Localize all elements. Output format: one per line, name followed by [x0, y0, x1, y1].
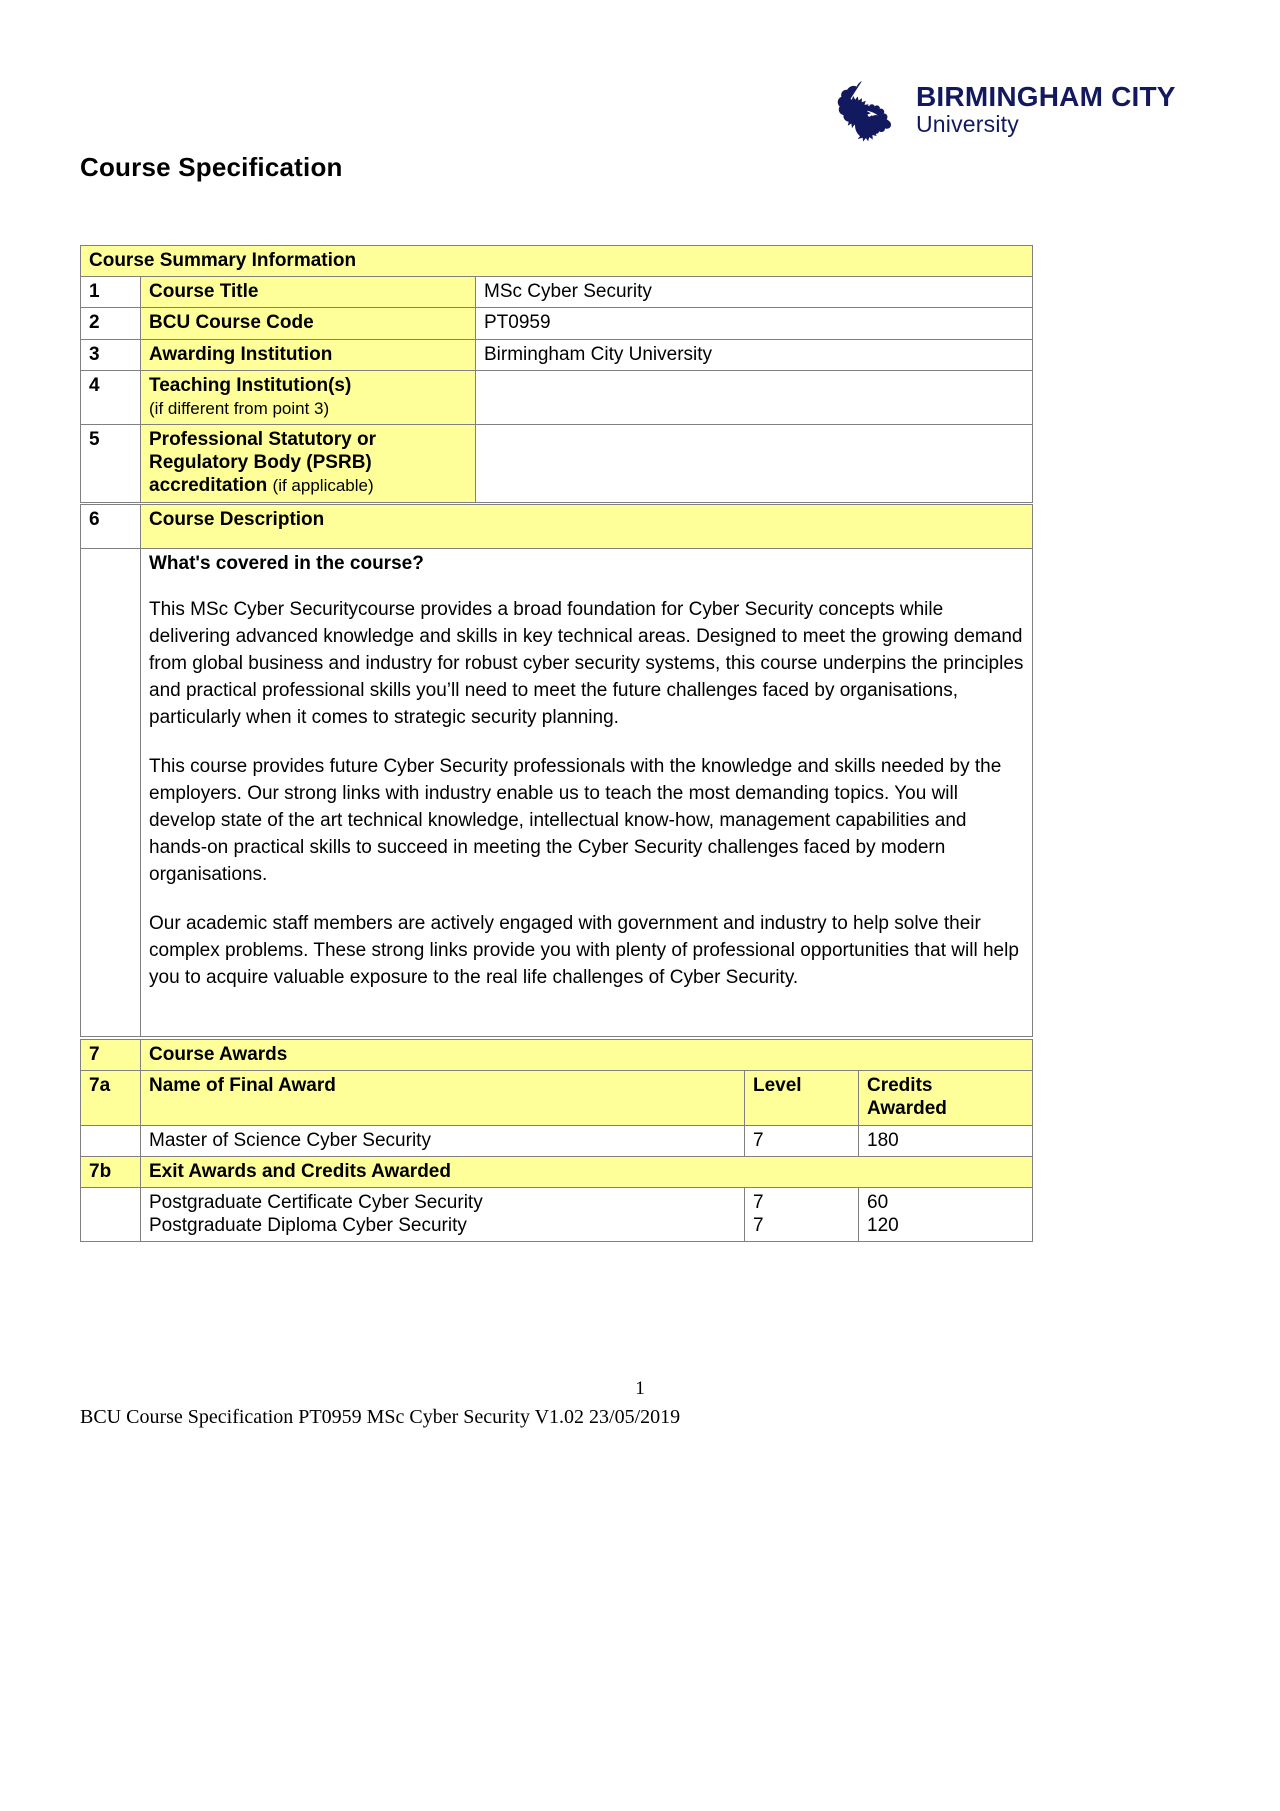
course-summary-table [80, 245, 1033, 503]
award-level: 7 [745, 1125, 859, 1156]
award-name: Postgraduate Diploma Cyber Security [149, 1215, 467, 1237]
award-credits: 120 [867, 1215, 899, 1237]
exit-award-credits [859, 1187, 1033, 1241]
award-level: 7 [753, 1215, 764, 1237]
table-row [81, 1156, 1033, 1187]
bcu-logo [832, 72, 1184, 147]
exit-awards-label: Exit Awards and Credits Awarded [141, 1156, 1033, 1187]
awards-table-header: Course Awards [141, 1040, 1033, 1071]
table-row [81, 549, 1033, 1037]
row-label: BCU Course Code [141, 308, 476, 339]
description-body [141, 549, 1033, 1037]
row-label-note: (if different from point 3) [149, 398, 330, 418]
row-number: 1 [81, 277, 141, 308]
table-row [81, 246, 1033, 277]
row-label-note: (if applicable) [272, 476, 374, 496]
table-row [81, 370, 1033, 424]
row-number: 3 [81, 339, 141, 370]
table-row [81, 1187, 1033, 1241]
description-subheading: What's covered in the course? [149, 553, 424, 574]
course-description-table [80, 504, 1033, 1037]
row-number: 5 [81, 425, 141, 503]
award-name: Master of Science Cyber Security [141, 1125, 745, 1156]
table-row [81, 1071, 1033, 1125]
award-credits: 60 [867, 1191, 889, 1213]
logo-line-2: University [916, 111, 1019, 137]
logo-line-1: BIRMINGHAM CITY [916, 81, 1176, 112]
row-value [476, 370, 1033, 424]
row-value [476, 425, 1033, 503]
table-row [81, 1040, 1033, 1071]
row-label: Awarding Institution [141, 339, 476, 370]
row-value: Birmingham City University [476, 339, 1033, 370]
exit-award-levels [745, 1187, 859, 1241]
row-label-cell [141, 370, 476, 424]
row-value: PT0959 [476, 308, 1033, 339]
row-number-empty [81, 1125, 141, 1156]
course-awards-table [80, 1039, 1033, 1242]
exit-award-names [141, 1187, 745, 1241]
row-number: 4 [81, 370, 141, 424]
table-row [81, 505, 1033, 549]
row-number: 6 [81, 505, 141, 549]
final-award-label: Name of Final Award [141, 1071, 745, 1125]
page-title: Course Specification [80, 152, 343, 182]
page-number: 1 [635, 1378, 645, 1399]
lion-icon [832, 77, 904, 143]
row-value: MSc Cyber Security [476, 277, 1033, 308]
credits-header-line-2: Awarded [867, 1098, 947, 1120]
row-label: Teaching Institution(s) [149, 374, 352, 396]
description-paragraph: This course provides future Cyber Security professionals with the knowledge and skills needed by the employers. Our strong links with industry enable us to teach the most demanding topics. You will develop state of the art technical knowledge, intellectual know-how, management capabilities and hands-on practical skills to succeed in meeting the Cyber Security challenges faced by modern organisations. [149, 756, 1002, 885]
row-number: 7a [81, 1071, 141, 1125]
row-number-empty [81, 1187, 141, 1241]
row-number: 7b [81, 1156, 141, 1187]
table-row [81, 339, 1033, 370]
logo-wordmark [916, 83, 1176, 136]
row-label-cell [141, 425, 476, 503]
description-table-header: Course Description [141, 505, 1033, 549]
award-level: 7 [753, 1191, 764, 1213]
summary-table-header: Course Summary Information [81, 246, 1033, 277]
table-row [81, 308, 1033, 339]
row-number: 7 [81, 1040, 141, 1071]
row-number: 2 [81, 308, 141, 339]
level-column-header: Level [745, 1071, 859, 1125]
table-row [81, 425, 1033, 503]
table-row [81, 1125, 1033, 1156]
table-row [81, 277, 1033, 308]
credits-header-line-1: Credits [867, 1075, 933, 1097]
footer-text: BCU Course Specification PT0959 MSc Cyber Security V1.02 23/05/2019 [80, 1406, 681, 1428]
award-credits: 180 [859, 1125, 1033, 1156]
credits-column-header [859, 1071, 1033, 1125]
row-label: Professional Statutory or Regulatory Body (PSRB) accreditation [149, 429, 376, 497]
row-label: Course Title [141, 277, 476, 308]
description-paragraph: This MSc Cyber Securitycourse provides a broad foundation for Cyber Security concepts while delivering advanced knowledge and skills in key technical areas. Designed to meet the growing demand from global business and industry for robust cyber security systems, this course underpins the principles and practical professional skills you’ll need to meet the future challenges faced by organisations, particularly when it comes to strategic security planning. [149, 599, 1024, 729]
description-trailing-space [149, 1010, 1026, 1032]
award-name: Postgraduate Certificate Cyber Security [149, 1191, 483, 1213]
row-number-empty [81, 549, 141, 1037]
description-paragraph: Our academic staff members are actively engaged with government and industry to help solve their complex problems. These strong links provide you with plenty of professional opportunities that will help you to acquire valuable exposure to the real life challenges of Cyber Security. [149, 912, 1019, 988]
